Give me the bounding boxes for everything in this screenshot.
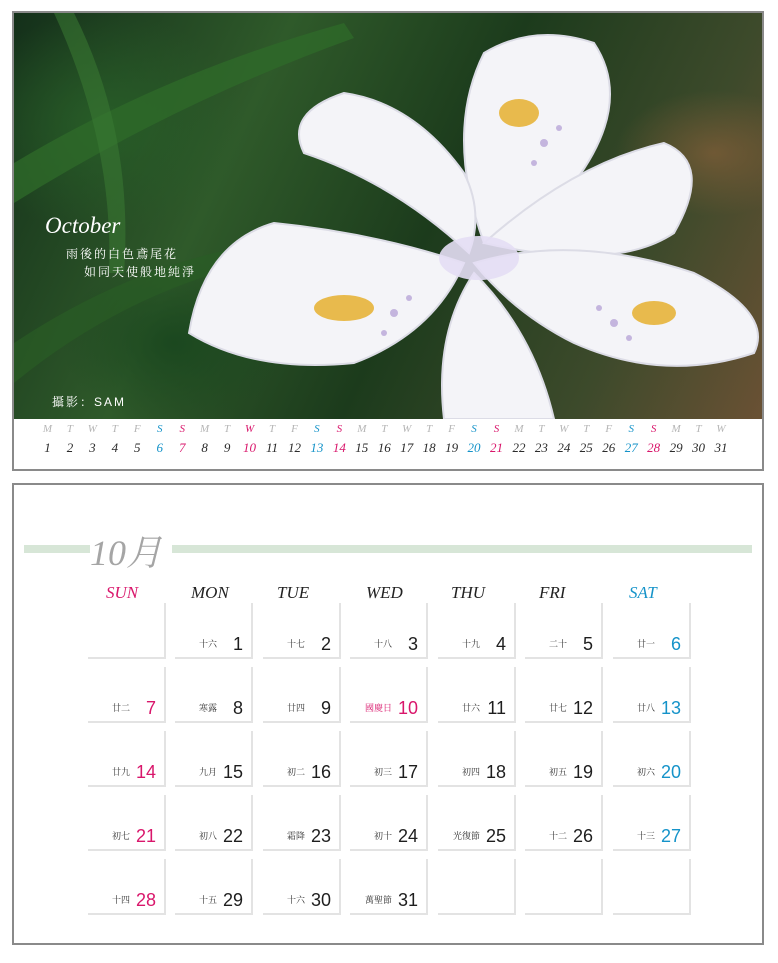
lunar-date-label: 初四 (461, 767, 480, 777)
day-number: 28 (135, 890, 156, 910)
day-number: 19 (572, 762, 593, 782)
weekday-header-sat: SAT (629, 583, 657, 602)
empty-day-cell (613, 859, 691, 915)
day-number: 3 (407, 634, 418, 654)
day-cell[interactable] (438, 667, 516, 723)
mini-weekday-letter: S (628, 423, 634, 435)
day-cell[interactable] (525, 667, 603, 723)
day-cell[interactable] (175, 603, 253, 659)
day-number: 7 (145, 698, 156, 718)
day-cell[interactable] (613, 731, 691, 787)
mini-day-number: 3 (89, 440, 96, 455)
mini-day-number: 5 (134, 440, 141, 455)
day-number: 5 (582, 634, 593, 654)
day-cell[interactable] (175, 859, 253, 915)
mini-weekday-letter: W (716, 423, 726, 435)
heading-rule-left (24, 545, 90, 553)
mini-weekday-letter: W (87, 423, 97, 435)
empty-day-cell (88, 603, 166, 659)
day-number: 14 (135, 762, 156, 782)
heading-rule-right (172, 545, 752, 553)
mini-weekday-letter: T (224, 423, 231, 435)
lunar-date-label: 初八 (198, 831, 217, 841)
day-number: 13 (660, 698, 681, 718)
lunar-date-label: 寒露 (198, 703, 217, 713)
mini-day-number: 26 (602, 440, 616, 455)
day-cell[interactable] (438, 795, 516, 851)
day-number: 27 (660, 826, 681, 846)
mini-weekday-letter: T (66, 423, 73, 435)
mini-weekday-letter: M (357, 423, 367, 435)
lunar-date-label: 十二 (548, 831, 567, 841)
lunar-date-label: 廿九 (111, 767, 130, 777)
mini-day-number: 21 (490, 440, 503, 455)
day-number: 18 (485, 762, 506, 782)
month-title: October (45, 213, 121, 238)
day-number: 9 (320, 698, 331, 718)
top-calendar-card (12, 11, 764, 471)
lunar-date-label: 霜降 (286, 831, 305, 841)
mini-day-number: 19 (445, 440, 459, 455)
day-number: 23 (310, 826, 331, 846)
lunar-date-label: 初六 (636, 767, 655, 777)
day-cell[interactable] (613, 667, 691, 723)
mini-day-number: 17 (400, 440, 414, 455)
lunar-date-label: 初三 (373, 767, 392, 777)
lunar-date-label: 廿六 (461, 703, 480, 713)
mini-weekday-letter: W (244, 423, 255, 435)
mini-weekday-letter: M (42, 423, 53, 435)
lunar-date-label: 初二 (286, 767, 305, 777)
day-cell[interactable] (263, 731, 341, 787)
day-cell[interactable] (263, 795, 341, 851)
lunar-date-label: 光復節 (452, 831, 480, 841)
day-cell[interactable] (350, 667, 428, 723)
mini-day-number: 11 (265, 440, 279, 455)
mini-day-number: 28 (647, 440, 661, 455)
mini-day-number: 25 (579, 440, 593, 455)
day-cell[interactable] (350, 859, 428, 915)
mini-weekday-letter: T (111, 423, 118, 435)
lunar-date-label: 初十 (373, 831, 392, 841)
lunar-date-label: 十四 (111, 895, 130, 905)
mini-weekday-letter: S (179, 423, 185, 435)
day-cell[interactable] (263, 603, 341, 659)
day-cell[interactable] (613, 603, 691, 659)
day-cell[interactable] (88, 859, 166, 915)
mini-calendar-strip (14, 419, 762, 469)
mini-weekday-letter: F (448, 423, 455, 435)
mini-day-number: 22 (512, 440, 526, 455)
day-number: 31 (397, 890, 418, 910)
weekday-header-fri: FRI (539, 583, 566, 602)
mini-weekday-letter: W (559, 423, 569, 435)
mini-weekday-letter: S (157, 423, 163, 435)
mini-weekday-letter: S (493, 423, 500, 435)
lunar-date-label: 二十 (548, 639, 567, 649)
mini-weekday-letter: T (538, 423, 545, 435)
weekday-header-mon: MON (191, 583, 229, 602)
weekday-header-thu: THU (451, 583, 486, 602)
mini-weekday-letter: M (671, 423, 681, 435)
lunar-date-label: 初七 (111, 831, 130, 841)
lunar-date-label: 萬聖節 (364, 895, 392, 905)
mini-weekday-letter: F (605, 423, 613, 435)
mini-day-number: 9 (223, 440, 231, 455)
mini-day-number: 15 (355, 440, 369, 455)
day-cell[interactable] (175, 731, 253, 787)
lunar-date-label: 國慶日 (364, 703, 392, 713)
mini-weekday-letter: T (426, 423, 433, 435)
month-heading: 10月 (90, 533, 163, 573)
day-cell[interactable] (175, 667, 253, 723)
mini-weekday-letter: F (291, 423, 298, 435)
mini-day-number: 7 (178, 440, 186, 455)
mini-day-number: 27 (624, 440, 638, 455)
day-cell[interactable] (175, 795, 253, 851)
day-number: 2 (320, 634, 331, 654)
day-cell[interactable] (613, 795, 691, 851)
mini-day-number: 1 (44, 440, 51, 455)
day-number: 15 (222, 762, 243, 782)
lunar-date-label: 十五 (198, 895, 217, 905)
lunar-date-label: 廿二 (111, 703, 130, 713)
lunar-date-label: 十六 (198, 639, 217, 649)
day-number: 22 (222, 826, 243, 846)
mini-weekday-letter: T (268, 423, 276, 435)
day-cell[interactable] (350, 731, 428, 787)
lunar-date-label: 廿七 (548, 703, 567, 713)
mini-day-number: 20 (467, 440, 481, 455)
day-cell[interactable] (438, 731, 516, 787)
weekday-header-sun: SUN (106, 583, 139, 602)
day-cell[interactable] (350, 603, 428, 659)
mini-day-number: 8 (201, 440, 208, 455)
mini-day-number: 6 (156, 440, 163, 455)
lunar-date-label: 廿四 (286, 703, 305, 713)
day-number: 1 (232, 634, 243, 654)
mini-day-number: 31 (714, 440, 728, 455)
mini-weekday-letter: S (471, 423, 477, 435)
mini-weekday-letter: S (650, 423, 657, 435)
mini-day-number: 13 (310, 440, 324, 455)
mini-weekday-letter: T (583, 423, 590, 435)
day-cell[interactable] (263, 667, 341, 723)
day-number: 10 (397, 698, 418, 718)
day-number: 29 (222, 890, 243, 910)
lunar-date-label: 九月 (198, 767, 217, 777)
day-cell[interactable] (438, 603, 516, 659)
lunar-date-label: 廿一 (636, 639, 655, 649)
lunar-date-label: 十八 (373, 639, 392, 649)
mini-day-number: 23 (534, 440, 548, 455)
day-number: 11 (487, 698, 506, 718)
day-number: 17 (397, 762, 418, 782)
day-number: 21 (135, 826, 156, 846)
photo-credit: 攝影：SAM (52, 395, 127, 409)
day-cell[interactable] (88, 795, 166, 851)
mini-day-number: 18 (422, 440, 436, 455)
mini-day-number: 29 (669, 440, 683, 455)
mini-weekday-letter: F (133, 423, 141, 435)
weekday-header-tue: TUE (277, 583, 310, 602)
poem-line-2: 如同天使般地純淨 (84, 265, 197, 279)
mini-day-number: 4 (111, 440, 119, 455)
day-number: 6 (670, 634, 681, 654)
day-cell[interactable] (263, 859, 341, 915)
lunar-date-label: 廿八 (636, 703, 655, 713)
day-cell[interactable] (350, 795, 428, 851)
lunar-date-label: 十七 (286, 639, 305, 649)
day-cell[interactable] (525, 603, 603, 659)
mini-day-number: 30 (692, 440, 706, 455)
day-cell[interactable] (525, 795, 603, 851)
weekday-header-wed: WED (366, 583, 403, 602)
mini-weekday-letter: T (695, 423, 702, 435)
mini-weekday-letter: M (514, 423, 524, 435)
lunar-date-label: 十六 (286, 895, 305, 905)
day-cell[interactable] (88, 731, 166, 787)
mini-day-number: 2 (66, 440, 74, 455)
mini-day-number: 10 (243, 440, 257, 455)
day-number: 24 (397, 826, 418, 846)
mini-weekday-letter: S (336, 423, 343, 435)
lunar-date-label: 初五 (548, 767, 567, 777)
day-number: 26 (572, 826, 593, 846)
day-number: 30 (310, 890, 331, 910)
lunar-date-label: 十三 (636, 831, 655, 841)
poem-line-1: 雨後的白色鳶尾花 (66, 247, 179, 261)
day-number: 12 (572, 698, 593, 718)
mini-weekday-letter: W (402, 423, 412, 435)
mini-weekday-letter: T (381, 423, 388, 435)
day-number: 16 (310, 762, 331, 782)
empty-day-cell (438, 859, 516, 915)
white-iris-illustration (14, 13, 762, 419)
day-number: 20 (660, 762, 681, 782)
day-number: 8 (232, 698, 243, 718)
day-number: 25 (485, 826, 506, 846)
mini-day-number: 24 (557, 440, 571, 455)
empty-day-cell (525, 859, 603, 915)
iris-flower-photo (14, 13, 762, 419)
mini-weekday-letter: M (200, 423, 210, 435)
mini-day-number: 16 (377, 440, 391, 455)
day-cell[interactable] (525, 731, 603, 787)
lunar-date-label: 十九 (461, 639, 480, 649)
mini-weekday-letter: S (314, 423, 320, 435)
day-cell[interactable] (88, 667, 166, 723)
day-number: 4 (495, 634, 506, 654)
mini-day-number: 14 (332, 440, 346, 455)
bottom-calendar-card (12, 483, 764, 945)
mini-day-number: 12 (287, 440, 301, 455)
